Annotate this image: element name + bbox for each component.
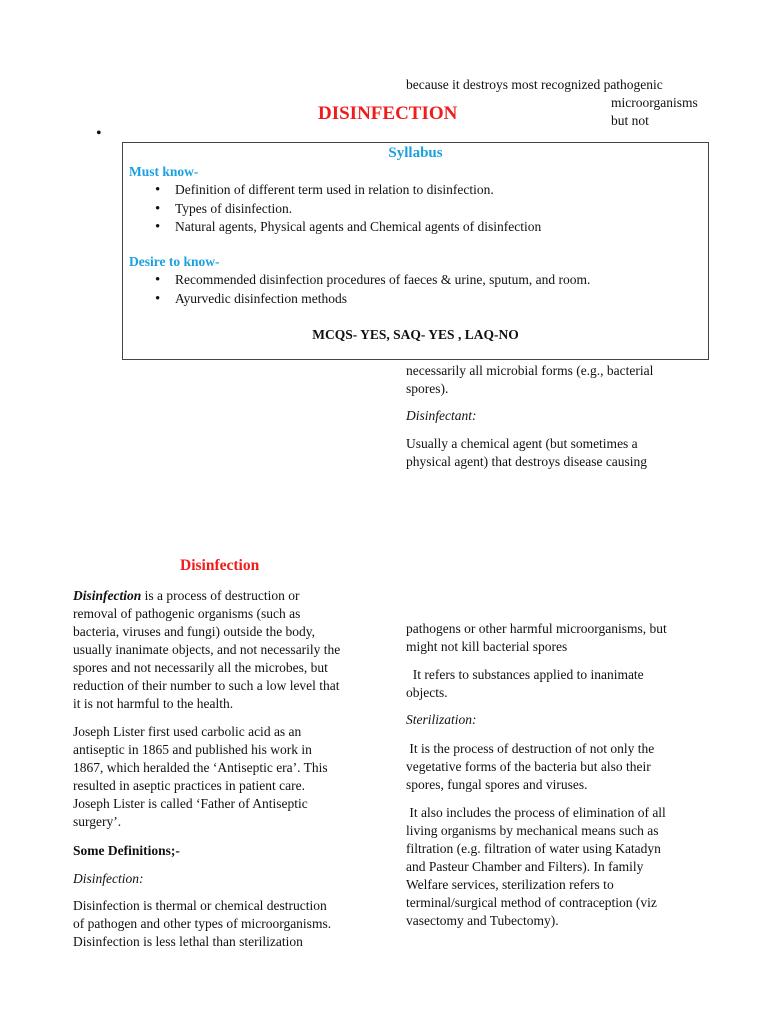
some-definitions-heading: Some Definitions;- bbox=[73, 843, 180, 858]
exam-pattern-line: MCQS- YES, SAQ- YES , LAQ-NO bbox=[312, 327, 519, 342]
top-right-line-2: microorganisms bbox=[611, 95, 698, 110]
left-para2-line: resulted in aseptic practices in patient care. bbox=[73, 778, 306, 793]
list-item: • Definition of different term used in relation to disinfection. bbox=[153, 181, 541, 200]
left-para1-line: spores and not necessarily all the microbes, but bbox=[73, 660, 328, 675]
left-para2-line: Joseph Lister is called ‘Father of Antiseptic bbox=[73, 796, 308, 811]
list-item: • Ayurvedic disinfection methods bbox=[153, 290, 590, 309]
section-heading: Disinfection bbox=[180, 557, 260, 574]
right-lower-para1-line: pathogens or other harmful microorganisms, but bbox=[406, 621, 667, 636]
right-lower-para1-line: might not kill bacterial spores bbox=[406, 639, 568, 654]
right-lower-para4-line: filtration (e.g. filtration of water using Katadyn bbox=[406, 841, 661, 856]
right-lower-para4-line: vasectomy and Tubectomy). bbox=[406, 913, 559, 928]
syllabus-box bbox=[122, 142, 709, 360]
syllabus-title: Syllabus bbox=[388, 145, 443, 161]
right-lower-para4-line: Welfare services, sterilization refers to bbox=[406, 877, 614, 892]
list-item: • Natural agents, Physical agents and Chemical agents of disinfection bbox=[153, 218, 541, 237]
right-lower-para3-line: vegetative forms of the bacteria but also their bbox=[406, 759, 651, 774]
disinfectant-line-1: Usually a chemical agent (but sometimes a bbox=[406, 436, 638, 451]
disinfectant-label: Disinfectant: bbox=[406, 408, 477, 423]
right-lower-para4-line: terminal/surgical method of contraception (viz bbox=[406, 895, 657, 910]
left-para3-line: Disinfection is less lethal than sterilization bbox=[73, 934, 303, 949]
desire-to-know-heading: Desire to know- bbox=[129, 254, 220, 269]
sterilization-label: Sterilization: bbox=[406, 712, 477, 727]
right-upper-line-1: necessarily all microbial forms (e.g., bacterial bbox=[406, 363, 654, 378]
list-item: • Recommended disinfection procedures of faeces & urine, sputum, and room. bbox=[153, 271, 590, 290]
top-right-line-1: because it destroys most recognized pathogenic bbox=[406, 77, 663, 92]
page-title: DISINFECTION bbox=[318, 103, 458, 124]
right-lower-para3-line: It is the process of destruction of not only the bbox=[406, 741, 655, 756]
desire-to-know-list bbox=[153, 271, 590, 308]
stray-bullet: • bbox=[96, 125, 102, 142]
must-know-heading: Must know- bbox=[129, 164, 199, 179]
list-item: • Types of disinfection. bbox=[153, 200, 541, 219]
must-know-list bbox=[153, 181, 541, 237]
left-para1-line: removal of pathogenic organisms (such as bbox=[73, 606, 301, 621]
disinfection-label: Disinfection: bbox=[73, 871, 144, 886]
left-para2-line: Joseph Lister first used carbolic acid as an bbox=[73, 724, 302, 739]
left-para1-line: bacteria, viruses and fungi) outside the body, bbox=[73, 624, 316, 639]
left-para1-line: it is not harmful to the health. bbox=[73, 696, 234, 711]
left-para3-line: Disinfection is thermal or chemical destruction bbox=[73, 898, 327, 913]
right-lower-para2-line: objects. bbox=[406, 685, 448, 700]
left-para1-line: reduction of their number to such a low level that bbox=[73, 678, 340, 693]
top-right-line-3: but not bbox=[611, 113, 649, 128]
right-upper-line-2: spores). bbox=[406, 381, 449, 396]
left-para2-line: 1867, which heralded the ‘Antiseptic era’. This bbox=[73, 760, 328, 775]
left-para1-line: usually inanimate objects, and not necessarily the bbox=[73, 642, 341, 657]
right-lower-para4-line: living organisms by mechanical means such as bbox=[406, 823, 659, 838]
right-lower-para2-line: It refers to substances applied to inanimate bbox=[406, 667, 644, 682]
left-para2-line: antiseptic in 1865 and published his work in bbox=[73, 742, 312, 757]
right-lower-para4-line: and Pasteur Chamber and Filters). In family bbox=[406, 859, 644, 874]
right-lower-para4-line: It also includes the process of elimination of all bbox=[406, 805, 666, 820]
right-lower-para3-line: spores, fungal spores and viruses. bbox=[406, 777, 588, 792]
disinfectant-line-2: physical agent) that destroys disease causing bbox=[406, 454, 648, 469]
left-para3-line: of pathogen and other types of microorganisms. bbox=[73, 916, 332, 931]
left-para1-line-0: Disinfection is a process of destruction or bbox=[73, 588, 300, 603]
left-para2-line: surgery’. bbox=[73, 814, 122, 829]
